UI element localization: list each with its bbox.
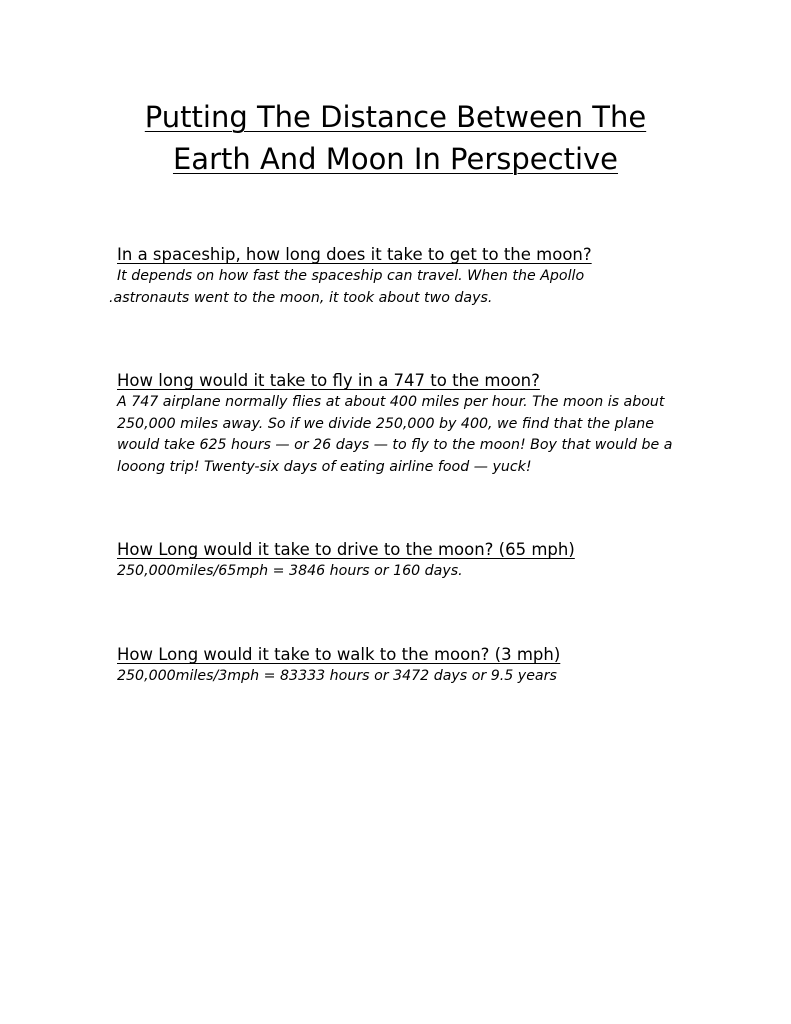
page-title	[0, 96, 791, 180]
answer-line: It depends on how fast the spaceship can travel. When the Apollo	[117, 268, 585, 284]
answer-line: would take 625 hours — or 26 days — to fly to the moon! Boy that would be a	[117, 437, 673, 453]
page-title-line-2: Earth And Moon In Perspective	[172, 142, 619, 176]
question-heading: How Long would it take to walk to the moon? (3 mph)	[117, 645, 561, 664]
answer-line: A 747 airplane normally flies at about 400 miles per hour. The moon is about	[117, 394, 665, 410]
section-spaceship	[109, 244, 687, 309]
page-title-line-1: Putting The Distance Between The	[144, 100, 647, 134]
answer-line: 250,000miles/65mph = 3846 hours or 160 days.	[117, 563, 463, 579]
question-heading: In a spaceship, how long does it take to get to the moon?	[117, 245, 592, 264]
section-airplane	[117, 370, 687, 478]
section-walk	[117, 644, 687, 688]
section-drive	[117, 539, 687, 583]
answer-text	[109, 266, 687, 309]
answer-line: 250,000 miles away. So if we divide 250,000 by 400, we find that the plane	[117, 415, 655, 432]
question-heading: How Long would it take to drive to the moon? (65 mph)	[117, 540, 575, 559]
answer-line: .astronauts went to the moon, it took about two days.	[109, 289, 493, 306]
answer-text	[117, 561, 687, 583]
answer-line: 250,000miles/3mph = 83333 hours or 3472 days or 9.5 years	[117, 668, 557, 684]
answer-line: looong trip! Twenty-six days of eating airline food — yuck!	[117, 458, 532, 475]
question-heading: How long would it take to fly in a 747 to the moon?	[117, 371, 540, 390]
answer-text	[117, 392, 687, 478]
answer-text	[117, 666, 687, 688]
